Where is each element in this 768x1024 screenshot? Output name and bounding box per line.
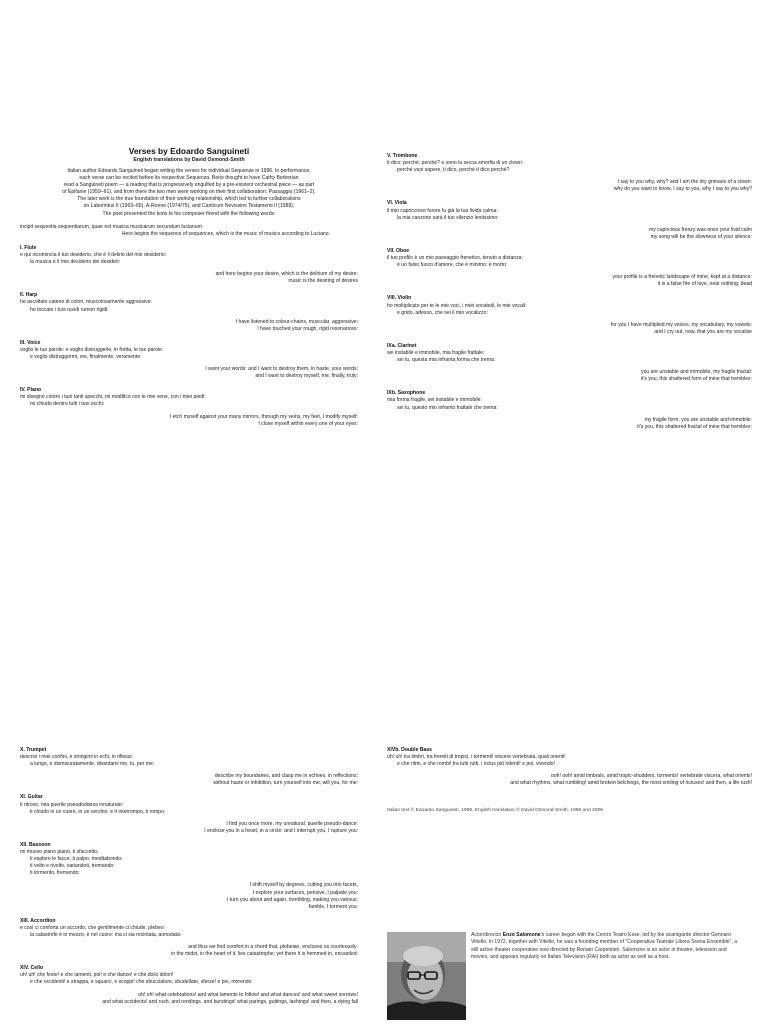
italian-line: ho ascoltato catene di colori, muscolosamente aggressive:	[20, 299, 152, 306]
italian-line: a lungo, e dismisuratamente, diventami me, tu, per me:	[30, 761, 155, 768]
verse-section	[387, 747, 752, 787]
english-line: I turn you about and again, trembling, making you various:	[226, 896, 358, 903]
section-heading: XIVb. Double Bass	[387, 747, 433, 753]
intro-line: read a Sanguineti poem — a reading that is progressively engulfed by a pre-existent orchestral piece — as part	[63, 182, 315, 189]
italian-verse	[387, 397, 752, 411]
italian-line: la mia canzone sarà il tuo silenzio lentissimo:	[397, 214, 499, 221]
verse-section	[20, 965, 358, 1005]
verse-section	[20, 842, 358, 911]
english-line: and what occidents! and rush, and rendings, and burstings! what parings, guttings, lashings! and then, a dying fall	[102, 998, 358, 1005]
section-heading: IXa. Clarinet	[387, 342, 417, 349]
english-line: it's you, this shattered form of mine that trembles:	[640, 376, 752, 383]
italian-line: ti chiudo in un cuore, in un cerchio: e ti interrompo, ti rompo:	[30, 808, 166, 815]
verse-section	[20, 794, 358, 834]
italian-line: il mio capriccioso furore fu già la tua livida calma:	[387, 207, 498, 214]
italian-verse	[387, 160, 752, 174]
section-heading: IV. Piano	[20, 387, 42, 394]
sections-top-right	[387, 153, 752, 431]
italian-line: la catastrofe è in mezzo, è nel cuore: ma ci sia recintata, annodata:	[30, 931, 182, 938]
bio-text	[471, 932, 743, 962]
section-heading: V. Trombone	[387, 153, 418, 159]
verse-section	[387, 295, 752, 335]
english-verse	[20, 882, 358, 910]
english-line: I want your words: and I want to destroy them, in haste, your words:	[205, 366, 358, 373]
italian-line: ti dico: perché, perché? e sono la secca smorfia di un clown:	[387, 160, 524, 167]
english-line: my capricious frenzy was once your livid calm	[648, 226, 752, 233]
section-heading: XII. Bassoon	[20, 841, 51, 848]
intro-line: each verse can be recited before its respective Sequenza. Berio thought to have Cathy Berberian	[79, 175, 299, 182]
section-heading: VIII. Violin	[387, 295, 412, 302]
english-line: I close myself within every one of your eyes:	[258, 420, 358, 427]
english-line: and what rhythms, what rumbling! amid broken belchings, the most smiling of rictuses! and then, a life rush!	[510, 780, 752, 787]
english-verse	[20, 773, 358, 787]
italian-verse	[20, 347, 358, 361]
english-verse	[20, 944, 358, 958]
italian-line: descrivi i miei confini, e stringimi in echi, in riflessi:	[20, 754, 133, 761]
incipit-english: Here begins the sequence of sequences, which is the music of musics according to Luciano.	[121, 230, 330, 237]
english-line: I enclose you in a heart, in a circle: and I interrupt you, I rupture you:	[204, 827, 358, 834]
italian-line: la musica è il mio desiderio dei desideri:	[30, 259, 121, 266]
incipit	[20, 224, 358, 238]
english-line: in the midst, in the heart of it, lies catastrophe: yet there it is hemmed in, encastled:	[171, 951, 358, 958]
italian-line: e che ritmi, e che rombi! tra tutti rutti, i rictus più ridenti! e poi, vivendo!	[397, 761, 555, 768]
english-line: I find you once more, my unnatural, puerile pseudo-dance:	[226, 820, 358, 827]
english-line: describe my boundaries, and clasp me in echoes, in reflections:	[214, 773, 358, 780]
verse-section	[387, 200, 752, 240]
italian-line: e così ci conforta un accordo, che gentilmente ci chiude, plebeo:	[20, 924, 165, 931]
english-verse	[20, 271, 358, 285]
section-heading: II. Harp	[20, 292, 38, 299]
verse-section	[387, 343, 752, 383]
english-line: I shift myself by degrees, cutting you into facets,	[249, 882, 358, 889]
column-top-right	[387, 146, 752, 431]
english-verse	[20, 821, 358, 835]
english-line: you are unstable and immobile, my fragile fractal:	[641, 369, 752, 376]
english-line: your profile is a frenetic landscape of mine, kept at a distance:	[612, 274, 752, 281]
verse-section	[20, 387, 358, 427]
english-verse	[20, 366, 358, 380]
english-verse	[387, 322, 752, 336]
italian-line: e grido, adesso, che sei il mio vocalizzo:	[397, 309, 488, 316]
english-line: and I want to destroy myself, me, finally, truly:	[255, 373, 358, 380]
english-verse	[387, 274, 752, 288]
italian-line: è un falso fuoco d'amore, che è minimo: è morto:	[397, 262, 508, 269]
section-heading: XIII. Accordion	[20, 917, 56, 924]
incipit-italian: incipit sequentia sequentiarum, quae est musica musicarum secundum lucianum	[20, 223, 202, 230]
english-verse	[387, 179, 752, 193]
section-heading: VI. Viola	[387, 200, 407, 207]
english-line: my fragile form, you are unstable and immobile:	[644, 416, 752, 423]
verse-section	[20, 245, 358, 285]
doc-subtitle: English translations by David Osmond-Smith	[133, 157, 245, 163]
italian-line: e che occidenti! e strappa, e squarci, e scoppi! che sbucciature, sbudellate, sferze! e poi, morendo	[30, 979, 252, 986]
verse-section	[20, 292, 358, 332]
italian-line: ti ritrovo, mia puerile pseudodanza innaturale:	[20, 801, 124, 808]
verse-section	[20, 918, 358, 958]
english-verse	[387, 773, 752, 787]
english-verse	[20, 319, 358, 333]
intro-line: Italian author Edoardo Sanguineti began writing the verses for individual Sequenze in 1996. In performance,	[67, 168, 311, 174]
english-line: without haste or inhibition, turn yourself into me, will you, for me:	[213, 780, 358, 787]
column-bottom-left	[20, 740, 358, 1006]
italian-line: uh! uh! tra timbri, tra fremiti di tropici, i tormenti! viscere vertebrata, quali orienti!	[387, 754, 566, 761]
italian-line: sei tu, questo mio infranto frattale che trema:	[397, 404, 498, 411]
italian-line: ti esploro le facce, ti palpo, meditabondo:	[30, 856, 123, 863]
english-line: it's you, this shattered fractal of mine that trembles:	[637, 423, 752, 430]
section-heading: VII. Oboe	[387, 247, 410, 254]
section-heading: III. Voice	[20, 339, 41, 346]
verse-section	[387, 390, 752, 430]
italian-line: uh! uh! che feste! e che lamenti, poi! e che danze! e che dolci dolori!	[20, 972, 174, 979]
bio-name: Enzo Salomone	[502, 932, 541, 938]
italian-line: e voglio distruggermi, me, finalmente, veramente:	[30, 353, 142, 360]
section-heading: XI. Guitar	[20, 794, 43, 801]
copyright-note: Italian text © Edoardo Sanguineti, 1996. English translation © David Osmond-Smith, 1996 and 2006	[387, 808, 604, 814]
italian-verse	[387, 208, 752, 222]
english-line: it is a false fire of love, near nothing: dead	[657, 281, 752, 288]
english-verse	[387, 417, 752, 431]
intro-line: of Epifanie (1959–61), and from there the two men were working on their first collaboration: Passaggio (1961–2).	[62, 189, 316, 196]
section-heading: X. Trumpet	[20, 747, 47, 753]
italian-verse	[387, 754, 752, 768]
english-line: ooh! ooh! amid timbrals, amid tropic-shudders, torments! vertebrate viscera, what orients!	[550, 773, 752, 780]
italian-line: sei tu, questa mia infranta forma che trema:	[397, 357, 496, 364]
english-verse	[387, 227, 752, 241]
italian-verse	[20, 394, 358, 408]
english-verse	[20, 992, 358, 1006]
english-verse	[20, 414, 358, 428]
english-line: and here begins your desire, which is the delirium of my desire:	[215, 271, 358, 278]
english-line: I explore your surfaces, pensive, I palpate you:	[252, 889, 358, 896]
english-line: my song will be the slowness of your silence:	[650, 233, 752, 240]
english-line: and thus we find comfort in a chord that, plebeian, encloses us courteously:	[188, 944, 358, 951]
portrait-photo	[387, 932, 466, 1020]
bio-block	[387, 932, 752, 1020]
sections-top-left	[20, 245, 358, 428]
italian-verse	[20, 802, 358, 816]
english-line: and I cry out, now, that you are my vocalise	[654, 328, 752, 335]
italian-verse	[387, 350, 752, 364]
english-line: I etch myself against your many mirrors, through my veins, my feet, I modify myself:	[169, 413, 358, 420]
italian-verse	[20, 972, 358, 986]
italian-verse	[20, 849, 358, 877]
italian-line: il tuo profilo è un mio paesaggio frenetico, tenuto a distanza:	[387, 255, 523, 262]
verse-section	[20, 747, 358, 787]
italian-line: mi chiudo dentro tutti i tuoi occhi:	[30, 401, 105, 408]
english-verse	[387, 369, 752, 383]
intro-line: The later work is the true foundation of their working relationship, which led to further collaborations	[77, 196, 301, 203]
english-line: I have touched your rough, rigid resonances:	[257, 325, 358, 332]
verse-section	[387, 248, 752, 288]
italian-verse	[387, 303, 752, 317]
english-line: I say to you why, why? and I am the dry grimace of a clown:	[617, 179, 752, 186]
italian-verse	[20, 299, 358, 313]
italian-line: mia forma fragile, sei instabile e immobile:	[387, 397, 482, 404]
english-line: I have listened to colour-chains, muscular, aggressive:	[235, 318, 358, 325]
intro-line: on Laborintus II (1963–65), A-Ronne (1974/75), and Canticum Novissimi Testamenti II (1989).	[83, 203, 295, 210]
italian-line: ti volto e rivolto, variandoti, tremando:	[30, 863, 115, 870]
english-line: famble, I torment you:	[308, 903, 358, 910]
sections-bottom-left	[20, 747, 358, 1006]
bio-rest: 's career began with the Centro Teatro Esse, led by the avantgarde director Gennaro Vitiello. In 1972, together with Vitiello, he was a founding member of "Cooperativa Teatrale Libera Scena Ensemble", a still active theater cooperative now directed by Renato Carpentieri. Salomone is an actor in theatre, television and movies, and appears regularly on Italian Television (RAI) both as actor as well as a host.	[471, 932, 738, 961]
verse-section	[387, 153, 752, 193]
italian-verse	[387, 255, 752, 269]
section-heading: XIV. Cello	[20, 965, 44, 972]
italian-line: ho moltiplicato per te le mie voci, i miei vocaboli, le mie vocali:	[387, 302, 527, 309]
column-top-left	[20, 146, 358, 428]
italian-line: mi muovo piano piano, ti sfaccetto,	[20, 849, 99, 856]
english-line: why do you want to know, I say to you, why I say to you why?	[613, 186, 752, 193]
english-line: music is the desiring of desires	[288, 278, 358, 285]
italian-line: ho toccato i tuoi ruvidi rumori rigidi:	[30, 306, 109, 313]
bio-lead: Actor/director	[471, 932, 502, 938]
italian-verse	[20, 754, 358, 768]
column-bottom-right	[387, 740, 752, 815]
italian-line: voglio le tue parole: e voglio distruggerle, in fretta, le tue parole:	[20, 346, 164, 353]
english-line: for you I have multiplied my voices, my vocabulary, my vowels:	[610, 321, 752, 328]
italian-line: e qui incomincia il tuo desiderio, che è il delirio del mio desiderio:	[20, 251, 167, 258]
italian-verse	[20, 925, 358, 939]
section-heading: IXb. Saxophone	[387, 390, 426, 397]
italian-verse	[20, 252, 358, 266]
english-line: oh! oh! what celebrations! and what laments to follow! and what dances! and what sweet sorrows!	[138, 991, 358, 998]
section-heading: I. Flute	[20, 244, 37, 251]
italian-line: perché vuoi sapere, ti dico, perché ti dico perché?	[397, 167, 510, 174]
italian-line: ti tormento, fremendo:	[30, 870, 80, 877]
doc-title: Verses by Edoardo Sanguineti	[128, 146, 250, 156]
italian-line: sei instabile e immobile, mia fragile frattale:	[387, 349, 485, 356]
intro-line: The poet presented the texts to his composer friend with the following words:	[102, 210, 276, 217]
italian-line: mi disegno contro i tuoi tanti specchi, mi modifico con le mie vene, con i miei piedi:	[20, 394, 206, 401]
verse-section	[20, 340, 358, 380]
sections-bottom-right	[387, 747, 752, 787]
intro-paragraph	[20, 168, 358, 218]
